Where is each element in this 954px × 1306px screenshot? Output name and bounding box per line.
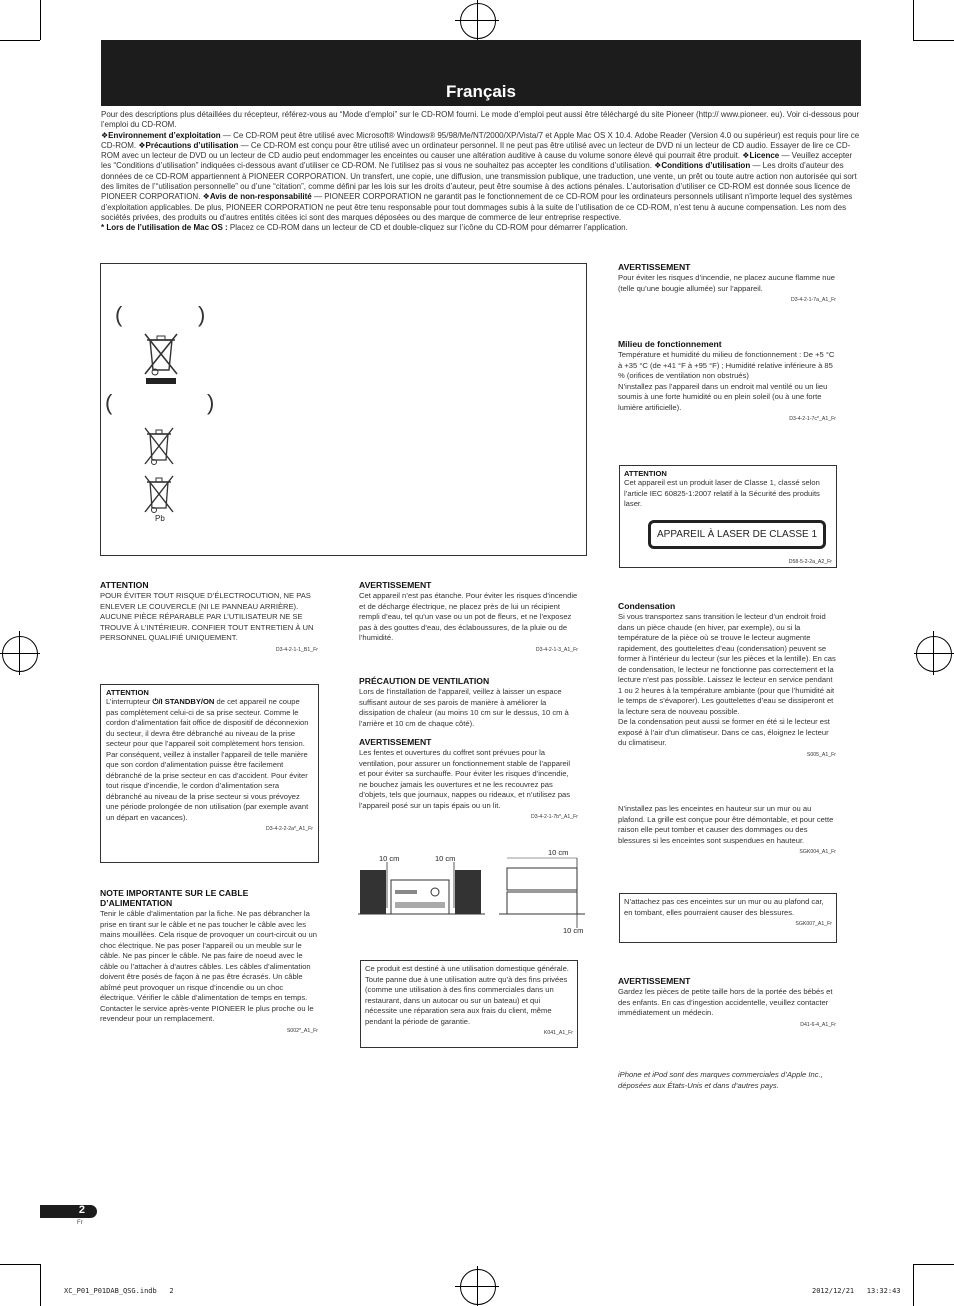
trademark-text: iPhone et iPod sont des marques commerciales d’Apple Inc., déposées aux États-Unis et dans d’autres pays.	[618, 1070, 823, 1090]
reference-code: D3-4-2-1-7c*_A1_Fr	[789, 416, 836, 422]
domestic-use-text: Ce produit est destiné à une utilisation domestique générale. Toute panne due à une utilisation autre qu’à des fins privées (comme une utilisation à des fins commerciales dans un restaurant, dans un autocar ou sur un bateau) et qui nécessite une réparation sera aux frais du client, même pendant la période de garantie.	[365, 964, 569, 1026]
reference-code: D41-6-4_A1_Fr	[800, 1021, 836, 1028]
speaker-attach-box	[619, 893, 837, 943]
laser-text: Cet appareil est un produit laser de Classe 1, classé selon l’article IEC 60825-1:2007 relatif à la Sécurité des produits laser.	[624, 478, 820, 508]
reference-code: S005_A1_Fr	[806, 751, 836, 758]
condensation-section	[618, 601, 836, 758]
empty-parenthesis: )	[207, 390, 215, 415]
reference-code: D3-4-2-2-2a*_A1_Fr	[266, 826, 313, 832]
page-language: Fr	[77, 1220, 83, 1226]
avis-text: — PIONEER CORPORATION ne garantit pas le fonctionnement de ce CD-ROM pour les ordinateurs personnels utilisant n’importe lequel des systèmes d’exploitation applicables. De plus, PIONEER CORPORATION ne peut être tenu responsable pour tout dommages subis à la suite de l’utilisation de ce CD-ROM, n’est tenu à aucune compensation. Les nom des sociétés privées, des produits ou d’autres entités citées ici sont des marques déposées ou des marque de commerce de leur entreprise respective.	[101, 192, 853, 222]
empty-parenthesis: (	[105, 390, 113, 415]
cd-rom-intro	[101, 110, 861, 234]
crossed-bin-icon	[141, 330, 181, 386]
lic-text: — Veuillez accepter les “Conditions d’utilisation” indiquées ci-dessous avant d’utiliser ce CD-ROM. Ne l’utilisez pas si vous ne souhaitez pas accepter les conditions d’utilisation.	[101, 151, 853, 171]
page-header-banner	[101, 40, 861, 106]
env-label: ❖Environnement d’exploitation	[101, 130, 221, 140]
reference-code: K041_A1_Fr	[543, 1030, 573, 1036]
mac-text: Placez ce CD-ROM dans un lecteur de CD et double-cliquez sur l’icône du CD-ROM pour démarrer l’application.	[227, 223, 628, 233]
water-warning-heading: AVERTISSEMENT	[359, 580, 432, 590]
laser-class-label: APPAREIL À LASER DE CLASSE 1	[648, 520, 826, 549]
environment-heading: Milieu de fonctionnement	[618, 339, 722, 349]
clearance-label-rear: 10 cm	[563, 926, 584, 935]
vent-warning-text: Les fentes et ouvertures du coffret sont prévues pour la ventilation, pour assurer un fonctionnement stable de l’appareil et pour éviter sa surchauffe. Pour éviter les risques d’incendie, ne bouchez jamais les ouvertures et ne les recouvrez pas d’objets, tels que journaux, nappes ou rideaux, et n’utilisez pas l’appareil posé sur un tapis épais ou un lit.	[359, 748, 571, 810]
lic-label: ❖Licence	[742, 151, 780, 161]
flame-warning-text: Pour éviter les risques d’incendie, ne placez aucune flamme nue (telle qu’une bougie allumée) sur l’appareil.	[618, 273, 835, 293]
crop-mark	[40, 1264, 41, 1306]
mac-label: * Lors de l’utilisation de Mac OS :	[101, 223, 228, 233]
print-date: 2012/12/21 13:32:43	[812, 1287, 901, 1295]
flame-warning-section	[618, 262, 836, 303]
trademark-note	[618, 1070, 836, 1091]
registration-mark	[455, 1286, 499, 1287]
file-name: XC_P01_P01DAB_QSG.indb 2	[64, 1287, 174, 1295]
avis-label: ❖Avis de non-responsabilité	[202, 192, 312, 202]
environment-section	[618, 339, 836, 422]
laser-heading: ATTENTION	[624, 469, 667, 478]
environment-text: Température et humidité du milieu de fonctionnement : De +5 °C à +35 °C (de +41 °F à +95 °F) ; Humidité relative inférieure à 85 % (orifices de ventilation non obstrués) N’installez pas l’appareil dans un endroit mal ventilé ou un lieu soumis à une forte humidité ou en plein soleil (ou à une forte lumière artificielle).	[618, 350, 835, 412]
water-warning-text: Cet appareil n’est pas étanche. Pour éviter les risques d’incendie et de décharge électrique, ne placez près de lui un récipient rempli d’eau, tel qu’un vase ou un pot de fleurs, et ne l’exposez pas à des gouttes d’eau, des éclaboussures, de la pluie ou de l’humidité.	[359, 591, 578, 642]
small-parts-text: Gardez les pièces de petite taille hors de la portée des bébés et des enfants. En cas d’ingestion accidentelle, veuillez contacter immédiatement un médecin.	[618, 987, 833, 1017]
clearance-label-middle: 10 cm	[435, 854, 456, 863]
small-parts-warning-section	[618, 976, 836, 1028]
reference-code: D3-4-2-1-7b*_A1_Fr	[531, 814, 578, 820]
reference-code: D3-4-2-1-7a_A1_Fr	[791, 297, 836, 303]
crop-mark	[913, 0, 914, 40]
domestic-use-box	[360, 960, 578, 1048]
crop-mark	[0, 40, 40, 41]
empty-parenthesis: )	[198, 302, 206, 327]
speaker-mounting-text: N’installez pas les enceintes en hauteur sur un mur ou au plafond. La grille est conçue pour être démontable, et pour cette raison elle peut tomber et causer des dommages ou des blessures si les enceintes sont suspendues en hauteur.	[618, 804, 834, 845]
standby-pre: L’interrupteur	[106, 697, 153, 706]
empty-parenthesis: (	[115, 302, 123, 327]
vent-warning-heading: AVERTISSEMENT	[359, 737, 432, 747]
reference-code: SGK007_A1_Fr	[795, 921, 832, 927]
reference-code: D3-4-2-1-3_A1_Fr	[535, 646, 578, 653]
intro-paragraph: Pour des descriptions plus détaillées du récepteur, référez-vous au “Mode d’emploi” sur le CD-ROM fourni. Le mode d’emploi peut aussi être téléchargé du site Pioneer (http:// www.pioneer. eu). Voir ci-dessous pour l’emploi du CD-ROM.	[101, 110, 860, 130]
attention-text: POUR ÉVITER TOUT RISQUE D’ÉLECTROCUTION, NE PAS ENLEVER LE COUVERCLE (NI LE PANNEAU ARRIÈRE). AUCUNE PIÈCE RÉPARABLE PAR L’UTILISATEUR NE SE TROUVE À L’INTÉRIEUR. CONFIER TOUT ENTRETIEN À UN PERSONNEL QUALIFIÉ UNIQUEMENT.	[100, 591, 314, 642]
clearance-label-left: 10 cm	[379, 854, 400, 863]
clearance-label-top: 10 cm	[548, 848, 569, 857]
speaker-mounting-section	[618, 804, 836, 855]
condensation-heading: Condensation	[618, 601, 676, 611]
prec-text: — Ce CD-ROM est conçu pour être utilisé avec un ordinateur personnel. Il ne peut pas être utilisé avec un lecteur de DVD ni un lecteur de CD audio. Essayer de lire ce CD-ROM avec un lecteur de DVD ou un lecteur de CD audio peut endommager les enceintes ou causer une altération auditive à cause du volume sonore élevé qui pourrait être produit.	[101, 140, 851, 161]
crop-mark	[913, 1264, 914, 1306]
cond-text: — Les droits d’auteur des données de ce CD-ROM appartiennent à PIONEER CORPORATION. Un transfert, une copie, une diffusion, une transmission publique, une traduction, une vente, un prêt ou toute autre action non autorisée qui sort des limites de l’“utilisation personnelle” ou d’une “citation”, comme défini par les lois sur les droits d’auteur, peut être soumise à des actions pénales. L’autorisation d’utiliser ce CD-ROM est donnée sous licence de PIONEER CORPORATION.	[101, 161, 857, 202]
crop-mark	[40, 0, 41, 40]
water-warning-section	[359, 580, 578, 653]
registration-mark	[460, 1269, 496, 1305]
crossed-bin-icon	[141, 424, 177, 468]
registration-mark	[2, 636, 38, 672]
registration-mark	[19, 631, 20, 675]
standby-heading: ATTENTION	[106, 688, 149, 697]
attention-heading: ATTENTION	[100, 580, 149, 590]
standby-attention-box	[100, 684, 319, 863]
ventilation-heading: PRÉCAUTION DE VENTILATION	[359, 676, 490, 686]
ventilation-section	[359, 676, 578, 820]
cond-label: ❖Conditions d’utilisation	[654, 161, 751, 171]
registration-mark	[0, 653, 40, 654]
recycling-info-box	[100, 263, 587, 556]
pb-label: Pb	[155, 514, 165, 523]
attention-section	[100, 580, 318, 653]
reference-code: S002*_A1_Fr	[286, 1027, 318, 1034]
power-cable-text: Tenir le câble d’alimentation par la fiche. Ne pas débrancher la prise en tirant sur le câble et ne pas toucher le câble avec les mains mouillées. Cela risque de provoquer un court-circuit ou un choc électrique. Ne pas poser l’appareil ou un meuble sur le câble. Ne pas pincer le câble. Ne pas faire de noeud avec le câble ou l’attacher à d’autres câbles. Les câbles d’alimentation doivent être posés de façon à ne pas être écrasés. Un câble abîmé peut provoquer un risque d’incendie ou un choc électrique. Vérifier le câble d’alimentation de temps en temps. Contacter le service après-vente PIONEER le plus proche ou le revendeur pour un remplacement.	[100, 909, 317, 1023]
page-number: 2	[78, 1204, 85, 1216]
reference-code: D3-4-2-1-1_B1_Fr	[275, 646, 318, 653]
registration-mark	[933, 631, 934, 675]
registration-mark	[455, 20, 499, 21]
crop-mark	[0, 1264, 40, 1265]
small-parts-heading: AVERTISSEMENT	[618, 976, 691, 986]
crop-mark	[913, 1264, 954, 1265]
ventilation-text: Lors de l’installation de l’appareil, veillez à laisser un espace suffisant autour de ses parois de manière à améliorer la dissipation de chaleur (au moins 10 cm sur le dessus, 10 cm à l’arrière et 10 cm de chaque côté).	[359, 687, 569, 728]
flame-warning-heading: AVERTISSEMENT	[618, 262, 691, 272]
crop-mark	[913, 40, 954, 41]
power-cable-heading: NOTE IMPORTANTE SUR LE CABLE D’ALIMENTATION	[100, 888, 249, 908]
reference-code: D58-5-2-2a_A2_Fr	[788, 559, 832, 565]
standby-switch-label: ⏻/I STANDBY/ON	[152, 697, 215, 706]
page-number-tab	[40, 1205, 97, 1218]
standby-body: de cet appareil ne coupe pas complètement celui-ci de sa prise secteur. Comme le cordon d’alimentation fait office de dispositif de déconnexion du secteur, il devra être débranché au niveau de la prise secteur pour que l’appareil soit complètement hors tension. Par conséquent, veillez à installer l’appareil de telle manière que son cordon d’alimentation puisse être facilement débranché de la prise secteur en cas d’accident. Pour éviter tout risque d’incendie, le cordon d’alimentation sera débranché au niveau de la prise secteur si vous prévoyez une période prolongée de non utilisation (par exemple avant un départ en vacances).	[106, 697, 309, 822]
registration-mark	[914, 653, 954, 654]
page-title: Français	[446, 82, 516, 101]
power-cable-section	[100, 888, 318, 1034]
registration-mark	[460, 3, 496, 39]
env-text: — Ce CD-ROM peut être utilisé avec Microsoft® Windows® 95/98/Me/NT/2000/XP/Vista/7 et Apple Mac OS X 10.4. Adobe Reader (Version 4.0 ou supérieur) est requis pour lire ce CD-ROM.	[101, 130, 860, 150]
prec-label: ❖Précautions d’utilisation	[138, 140, 239, 150]
speaker-attach-text: N’attachez pas ces enceintes sur un mur ou au plafond car, en tombant, elles pourraient causer des blessures.	[624, 897, 824, 917]
standby-text	[106, 697, 313, 823]
laser-attention-box	[619, 465, 837, 568]
ventilation-diagram	[355, 848, 590, 940]
reference-code: SGK004_A1_Fr	[799, 849, 836, 855]
condensation-text: Si vous transportez sans transition le lecteur d’un endroit froid dans un pièce chaude (en hiver, par exemple), ou si la température de la pièce où se trouve le lecteur augmente rapidement, des gouttelettes d’eau (condensation) peuvent se former à l’intérieur du lecteur (sur les pièces et la lentille). En cas de condensation, le lecteur ne fonctionne pas correctement et la lecture n’est pas possible. Laissez le lecteur en service pendant 1 ou 2 heures à la température ambiante (pour que l’humidité ait le temps de s’évaporer). Les gouttelettes d’eau se dissiperont et la lecture sera de nouveau possible. De la condensation peut aussi se former en été si le lecteur est exposé à l’air d’un climatiseur. Dans ce cas, éloignez le lecteur du climatiseur.	[618, 612, 836, 747]
crossed-bin-icon	[141, 472, 177, 514]
registration-mark	[916, 636, 952, 672]
